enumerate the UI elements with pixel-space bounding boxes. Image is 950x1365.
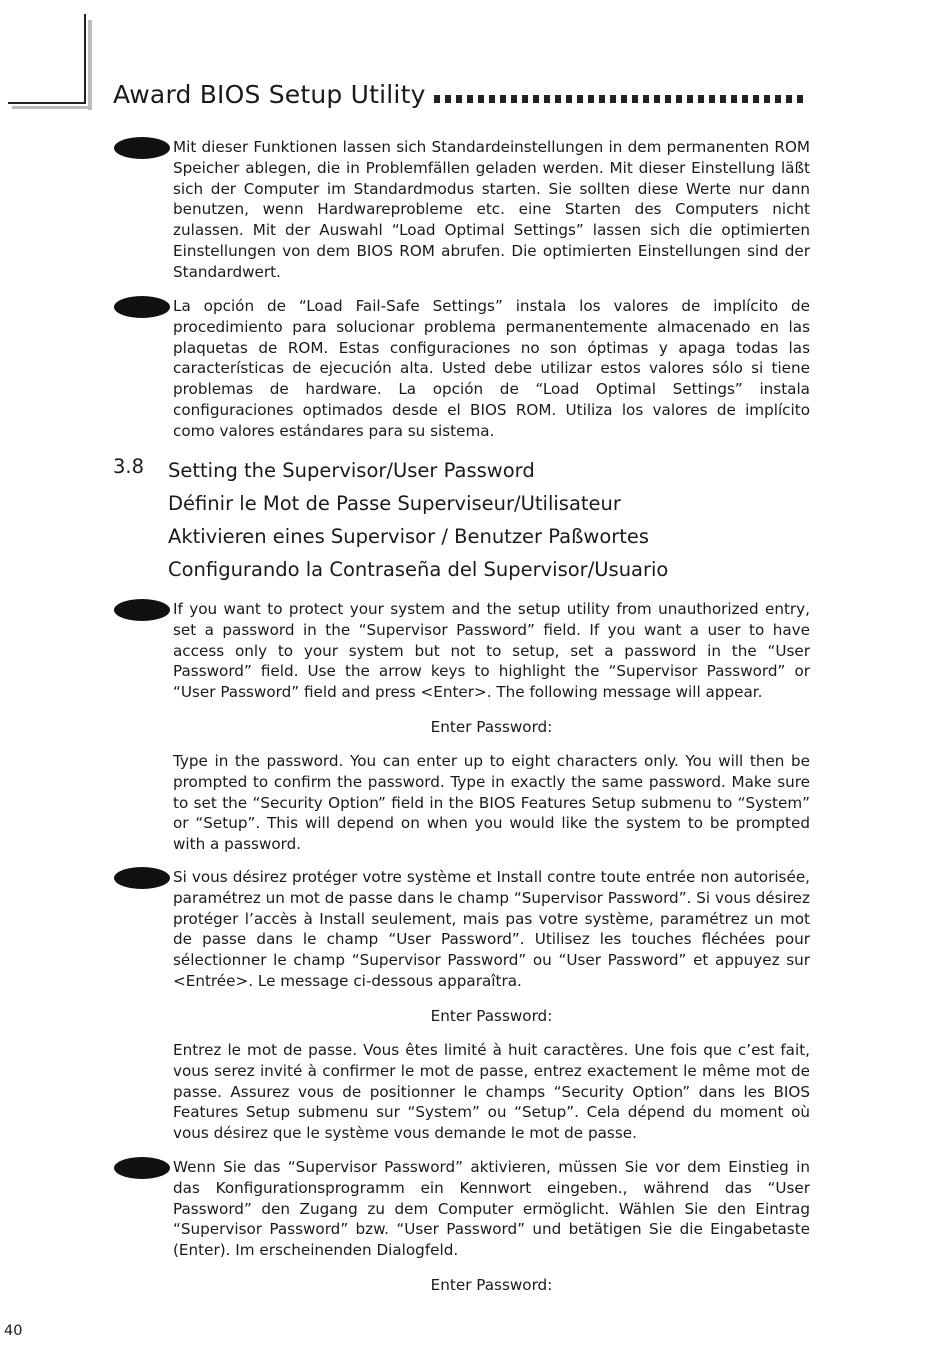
section-title-french: Définir le Mot de Passe Superviseur/Utilisateur bbox=[168, 492, 621, 515]
prompt-german: Enter Password: bbox=[430, 1276, 553, 1294]
header-square bbox=[709, 95, 715, 103]
page-header bbox=[113, 76, 813, 110]
header-square bbox=[434, 95, 440, 103]
header-square bbox=[643, 95, 649, 103]
header-square bbox=[753, 95, 759, 103]
header-square bbox=[610, 95, 616, 103]
section-titles bbox=[168, 454, 788, 586]
header-square bbox=[544, 95, 550, 103]
section-number: 3.8 bbox=[113, 455, 145, 478]
header-square bbox=[786, 95, 792, 103]
header-square bbox=[577, 95, 583, 103]
header-square bbox=[698, 95, 704, 103]
header-square bbox=[797, 95, 803, 103]
header-square bbox=[445, 95, 451, 103]
paragraph-english-instructions: Type in the password. You can enter up to eight characters only. You will then be prompted to confirm the password. Type in exactly the same password. Make sure to set the “Security Option” field in the BIOS Features Setup submenu to “System” or “Setup”. This will depend on when you would like the system to be prompted with a password. bbox=[173, 752, 810, 854]
paragraph-french-instructions: Entrez le mot de passe. Vous êtes limité à huit caractères. Une fois que c’est fait, vous serez invité à confirmer le mot de passe, entrez exactement le même mot de passe. Assurez vous de positionner le champs “Security Option” dans les BIOS Features Setup submenu sur “System” ou “Setup”. Cela dépend du moment où vous désirez que le système vous demande le mot de passe. bbox=[173, 1041, 810, 1143]
header-square bbox=[720, 95, 726, 103]
header-square bbox=[522, 95, 528, 103]
paragraph-french-intro: Si vous désirez protéger votre système et Install contre toute entrée non autorisée, paramétrez un mot de passe dans le champ “Supervisor Password”. Si vous désirez protéger l’accès à Install seulement, mais pas votre système, paramétrez un mot de passe dans le champ “User Password”. Utilisez les touches fléchées pour sélectionner le champ “Supervisor Password” ou “User Password” et appuyez sur <Entrée>. Le message ci-dessous apparaîtra. bbox=[173, 868, 810, 990]
header-square bbox=[533, 95, 539, 103]
corner-mark-shadow bbox=[88, 20, 92, 110]
header-square bbox=[764, 95, 770, 103]
header-square bbox=[566, 95, 572, 103]
header-square-rule bbox=[434, 95, 803, 103]
header-square bbox=[456, 95, 462, 103]
language-marker-french bbox=[114, 867, 170, 889]
header-square bbox=[687, 95, 693, 103]
header-square bbox=[478, 95, 484, 103]
paragraph-spanish-load-defaults: La opción de “Load Fail-Safe Settings” instala los valores de implícito de procedimiento para solucionar problema permanentemente almacenado en las plaquetas de ROM. Estas configuraciones no son óptimas y apaga todas las características de ejecución alta. Usted debe utilizar estos valores sólo si tiene problemas de hardware. La opción de “Load Optimal Settings” instala configuraciones optimados desde el BIOS ROM. Utiliza los valores de implícito como valores estándares para su sistema. bbox=[173, 297, 810, 440]
header-square bbox=[665, 95, 671, 103]
header-square bbox=[775, 95, 781, 103]
header-square bbox=[742, 95, 748, 103]
header-square bbox=[500, 95, 506, 103]
paragraph-german-load-defaults: Mit dieser Funktionen lassen sich Standardeinstellungen in dem permanenten ROM Speicher ablegen, die in Problemfällen geladen werden. Mit dieser Einstellung läßt sich der Computer im Standardmodus starten. Sie sollten diese Werte nur dann benutzen, wenn Hardwareprobleme etc. eine Starten des Computers nicht zulassen. Mit der Auswahl “Load Optimal Settings” lassen sich die optimierten Einstellungen von dem BIOS ROM abrufen. Die optimierten Einstellungen sind der Standardwert. bbox=[173, 138, 810, 281]
language-marker-german-2 bbox=[114, 1157, 170, 1179]
corner-mark-shadow-horizontal bbox=[12, 106, 92, 109]
page-title: Award BIOS Setup Utility bbox=[113, 80, 426, 109]
corner-mark-horizontal bbox=[8, 102, 86, 104]
header-square bbox=[511, 95, 517, 103]
prompt-english: Enter Password: bbox=[430, 718, 553, 736]
paragraph-german-intro: Wenn Sie das “Supervisor Password” aktivieren, müssen Sie vor dem Einstieg in das Konfigurationsprogramm ein Kennwort eingeben., während das “User Password” den Zugang zu dem Computer ermöglicht. Wählen Sie den Eintrag “Supervisor Password” bzw. “User Password” und betätigen Sie die Eingabetaste (Enter). Im erscheinenden Dialogfeld. bbox=[173, 1158, 810, 1260]
header-square bbox=[632, 95, 638, 103]
corner-mark-vertical bbox=[84, 14, 86, 104]
language-marker-english bbox=[114, 599, 170, 621]
language-marker-german bbox=[114, 137, 170, 159]
language-marker-spanish bbox=[114, 296, 170, 318]
header-square bbox=[654, 95, 660, 103]
header-square bbox=[555, 95, 561, 103]
page-number: 40 bbox=[4, 1323, 23, 1339]
header-square bbox=[599, 95, 605, 103]
header-square bbox=[467, 95, 473, 103]
header-square bbox=[489, 95, 495, 103]
section-title-german: Aktivieren eines Supervisor / Benutzer Paßwortes bbox=[168, 525, 650, 548]
header-square bbox=[621, 95, 627, 103]
header-square bbox=[676, 95, 682, 103]
paragraph-english-intro: If you want to protect your system and the setup utility from unauthorized entry, set a password in the “Supervisor Password” field. If you want a user to have access only to your system but not to setup, set a password in the “User Password” field. Use the arrow keys to highlight the “Supervisor Password” or “User Password” field and press <Enter>. The following message will appear. bbox=[173, 600, 810, 702]
header-square bbox=[588, 95, 594, 103]
section-title-spanish: Configurando la Contraseña del Supervisor/Usuario bbox=[168, 558, 669, 581]
header-square bbox=[731, 95, 737, 103]
section-title-english: Setting the Supervisor/User Password bbox=[168, 459, 535, 482]
prompt-french: Enter Password: bbox=[430, 1007, 553, 1025]
